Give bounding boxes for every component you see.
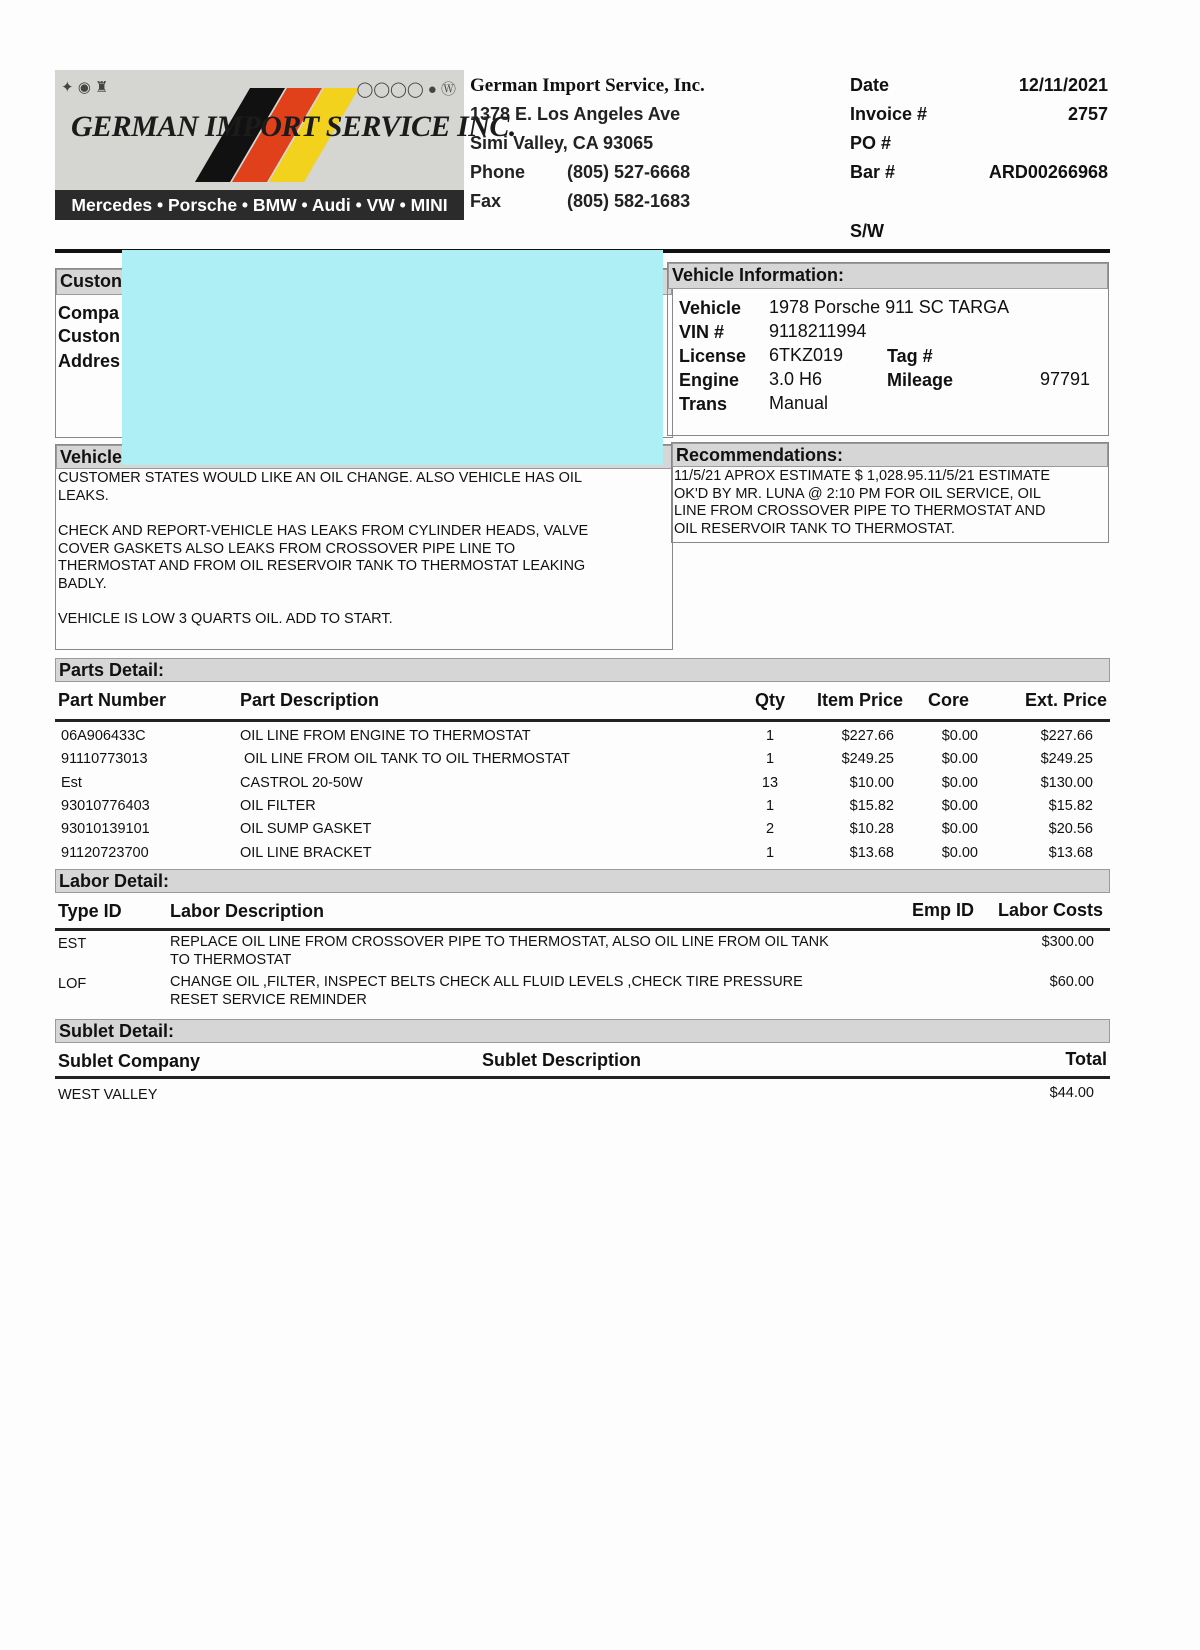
parts-heading: Parts Detail: — [55, 658, 1110, 682]
part-core-cell: $0.00 — [941, 821, 978, 838]
part-core-cell: $0.00 — [941, 774, 978, 791]
engine-value: 3.0 H6 — [769, 369, 823, 389]
company-field-label: Compa — [58, 303, 120, 323]
part-ext-price-cell: $20.56 — [1048, 821, 1093, 838]
part-description-cell: OIL LINE FROM OIL TANK TO OIL THERMOSTAT — [244, 751, 571, 768]
col-core: Core — [927, 690, 969, 710]
sw-label: S/W — [850, 221, 884, 241]
vin-value: 9118211994 — [769, 321, 867, 341]
part-core-cell: $0.00 — [941, 797, 978, 814]
part-description-cell: CASTROL 20-50W — [240, 774, 363, 791]
col-sublet-description: Sublet Description — [482, 1050, 642, 1070]
recommendation-line: OIL RESERVOIR TANK TO THERMOSTAT. — [674, 520, 955, 537]
bar-number: ARD00266968 — [988, 162, 1108, 182]
part-ext-price-cell: $249.25 — [1040, 751, 1093, 768]
labor-type-id: LOF — [58, 976, 87, 992]
problem-line: BADLY. — [58, 575, 107, 592]
part-item-price-cell: $15.82 — [849, 797, 894, 814]
problem-line: THERMOSTAT AND FROM OIL RESERVOIR TANK TO THERMOSTAT LEAKING — [58, 558, 586, 574]
col-ext-price: Ext. Price — [1024, 690, 1107, 710]
part-item-price-cell: $249.25 — [841, 751, 894, 768]
invoice-number-label: Invoice # — [850, 104, 928, 124]
problem-line: CHECK AND REPORT-VEHICLE HAS LEAKS FROM CYLINDER HEADS, VALVE — [58, 523, 589, 539]
customer-field-label: Custon — [58, 326, 120, 346]
recommendations-text — [674, 468, 1104, 538]
vehicle-value: 1978 Porsche 911 SC TARGA — [769, 297, 1010, 317]
col-emp-id: Emp ID — [912, 900, 975, 920]
labor-cost: $60.00 — [1049, 974, 1094, 990]
vehicle-label: Vehicle — [679, 298, 742, 318]
company-address-line2: Simi Valley, CA 93065 — [470, 133, 654, 153]
part-description-cell: OIL SUMP GASKET — [240, 821, 372, 838]
part-qty-cell: 1 — [765, 797, 775, 814]
company-name: German Import Service, Inc. — [470, 75, 705, 96]
invoice-number: 2757 — [1067, 104, 1108, 124]
part-core-cell: $0.00 — [941, 751, 978, 768]
labor-description — [170, 974, 910, 1009]
col-item-price: Item Price — [816, 690, 903, 710]
sublet-company: WEST VALLEY — [58, 1087, 158, 1103]
part-ext-price-cell: $13.68 — [1048, 844, 1093, 861]
company-address-line1: 1378 E. Los Angeles Ave — [470, 104, 681, 124]
labor-description-line: RESET SERVICE REMINDER — [170, 991, 367, 1008]
labor-cost: $300.00 — [1041, 934, 1094, 950]
recommendation-line: OK'D BY MR. LUNA @ 2:10 PM FOR OIL SERVICE, OIL — [674, 485, 1041, 502]
recommendations-box — [671, 442, 1109, 543]
invoice-date: 12/11/2021 — [1018, 75, 1108, 95]
audi-mini-vw-emblems-icon: ◯◯◯◯ ● Ⓦ — [356, 81, 456, 98]
part-description-cell: OIL LINE BRACKET — [240, 844, 372, 861]
part-core-cell: $0.00 — [941, 844, 978, 861]
vehicle-info-heading: Vehicle Information: — [668, 263, 1108, 289]
part-number-cell: 06A906433C — [61, 728, 146, 744]
problem-line: COVER GASKETS ALSO LEAKS FROM CROSSOVER PIPE LINE TO — [58, 540, 516, 557]
bar-number-label: Bar # — [850, 162, 896, 182]
part-ext-price-cell: $227.66 — [1040, 728, 1093, 744]
vehicle-info-box — [667, 262, 1109, 436]
vin-label: VIN # — [679, 322, 725, 342]
logo-brand-text: GERMAN IMPORT SERVICE INC. — [71, 110, 516, 143]
customer-heading: Custon — [56, 269, 672, 295]
engine-label: Engine — [679, 370, 740, 390]
part-description-cell: OIL FILTER — [240, 797, 316, 814]
part-item-price-cell: $10.00 — [849, 774, 894, 791]
labor-description-line: TO THERMOSTAT — [170, 951, 292, 968]
part-number-cell: 91110773013 — [61, 751, 148, 768]
vehicle-problem-heading: Vehicle — [56, 445, 672, 469]
col-labor-description: Labor Description — [170, 901, 325, 921]
parts-header-rule — [55, 719, 1110, 722]
mileage-value: 97791 — [1039, 369, 1090, 389]
col-labor-costs: Labor Costs — [997, 900, 1103, 920]
trans-value: Manual — [769, 393, 829, 413]
part-number-cell: 91120723700 — [61, 844, 149, 861]
labor-heading: Labor Detail: — [55, 869, 1110, 893]
vehicle-problem-box — [55, 444, 673, 650]
labor-description-line: CHANGE OIL ,FILTER, INSPECT BELTS CHECK ALL FLUID LEVELS ,CHECK TIRE PRESSURE — [170, 974, 803, 990]
col-sublet-total: Total — [1065, 1049, 1107, 1069]
part-qty-cell: 2 — [765, 821, 775, 838]
labor-description — [170, 934, 910, 969]
sublet-header-rule — [55, 1076, 1110, 1079]
mileage-label: Mileage — [887, 370, 954, 390]
po-number-label: PO # — [850, 133, 892, 153]
part-item-price-cell: $13.68 — [849, 844, 894, 861]
part-number-cell: Est — [61, 774, 82, 791]
fax-number: (805) 582-1683 — [567, 191, 691, 211]
recommendation-line: LINE FROM CROSSOVER PIPE TO THERMOSTAT AND — [674, 503, 1046, 519]
sublet-heading: Sublet Detail: — [55, 1019, 1110, 1043]
logo-makes-strip: Mercedes • Porsche • BMW • Audi • VW • MINI — [55, 190, 464, 220]
tag-label: Tag # — [887, 346, 933, 366]
address-field-label: Addres — [58, 351, 121, 371]
labor-header-rule — [55, 928, 1110, 931]
col-type-id: Type ID — [58, 901, 122, 921]
part-item-price-cell: $227.66 — [841, 728, 894, 744]
sublet-total: $44.00 — [1049, 1085, 1094, 1101]
fax-label: Fax — [470, 191, 502, 211]
problem-line: LEAKS. — [58, 487, 109, 504]
col-sublet-company: Sublet Company — [58, 1051, 201, 1071]
part-description-cell: OIL LINE FROM ENGINE TO THERMOSTAT — [240, 728, 531, 744]
part-qty-cell: 1 — [765, 728, 775, 744]
redaction-overlay — [122, 250, 663, 465]
part-ext-price-cell: $15.82 — [1048, 797, 1093, 814]
col-part-description: Part Description — [240, 690, 380, 710]
part-core-cell: $0.00 — [941, 728, 978, 744]
mercedes-bmw-porsche-emblems-icon: ✦ ◉ ♜ — [61, 79, 109, 96]
part-number-cell: 93010139101 — [61, 821, 150, 838]
col-qty: Qty — [754, 690, 785, 710]
recommendations-heading: Recommendations: — [672, 443, 1108, 467]
part-qty-cell: 13 — [761, 774, 779, 791]
recommendation-line: 11/5/21 APROX ESTIMATE $ 1,028.95.11/5/21 ESTIMATE — [674, 468, 1051, 484]
trans-label: Trans — [679, 394, 728, 414]
labor-type-id: EST — [58, 936, 87, 952]
part-qty-cell: 1 — [765, 844, 775, 861]
part-qty-cell: 1 — [765, 751, 775, 768]
phone-label: Phone — [470, 162, 526, 182]
part-item-price-cell: $10.28 — [849, 821, 894, 838]
problem-line: VEHICLE IS LOW 3 QUARTS OIL. ADD TO START. — [58, 611, 393, 627]
license-label: License — [679, 346, 747, 366]
phone-number: (805) 527-6668 — [567, 162, 691, 182]
part-number-cell: 93010776403 — [61, 797, 150, 814]
col-part-number: Part Number — [58, 690, 167, 710]
problem-text — [58, 470, 668, 629]
problem-line: CUSTOMER STATES WOULD LIKE AN OIL CHANGE. ALSO VEHICLE HAS OIL — [58, 470, 583, 486]
license-value: 6TKZ019 — [769, 345, 844, 365]
date-label: Date — [850, 75, 890, 95]
part-ext-price-cell: $130.00 — [1040, 774, 1093, 791]
labor-description-line: REPLACE OIL LINE FROM CROSSOVER PIPE TO THERMOSTAT, ALSO OIL LINE FROM OIL TANK — [170, 934, 829, 950]
